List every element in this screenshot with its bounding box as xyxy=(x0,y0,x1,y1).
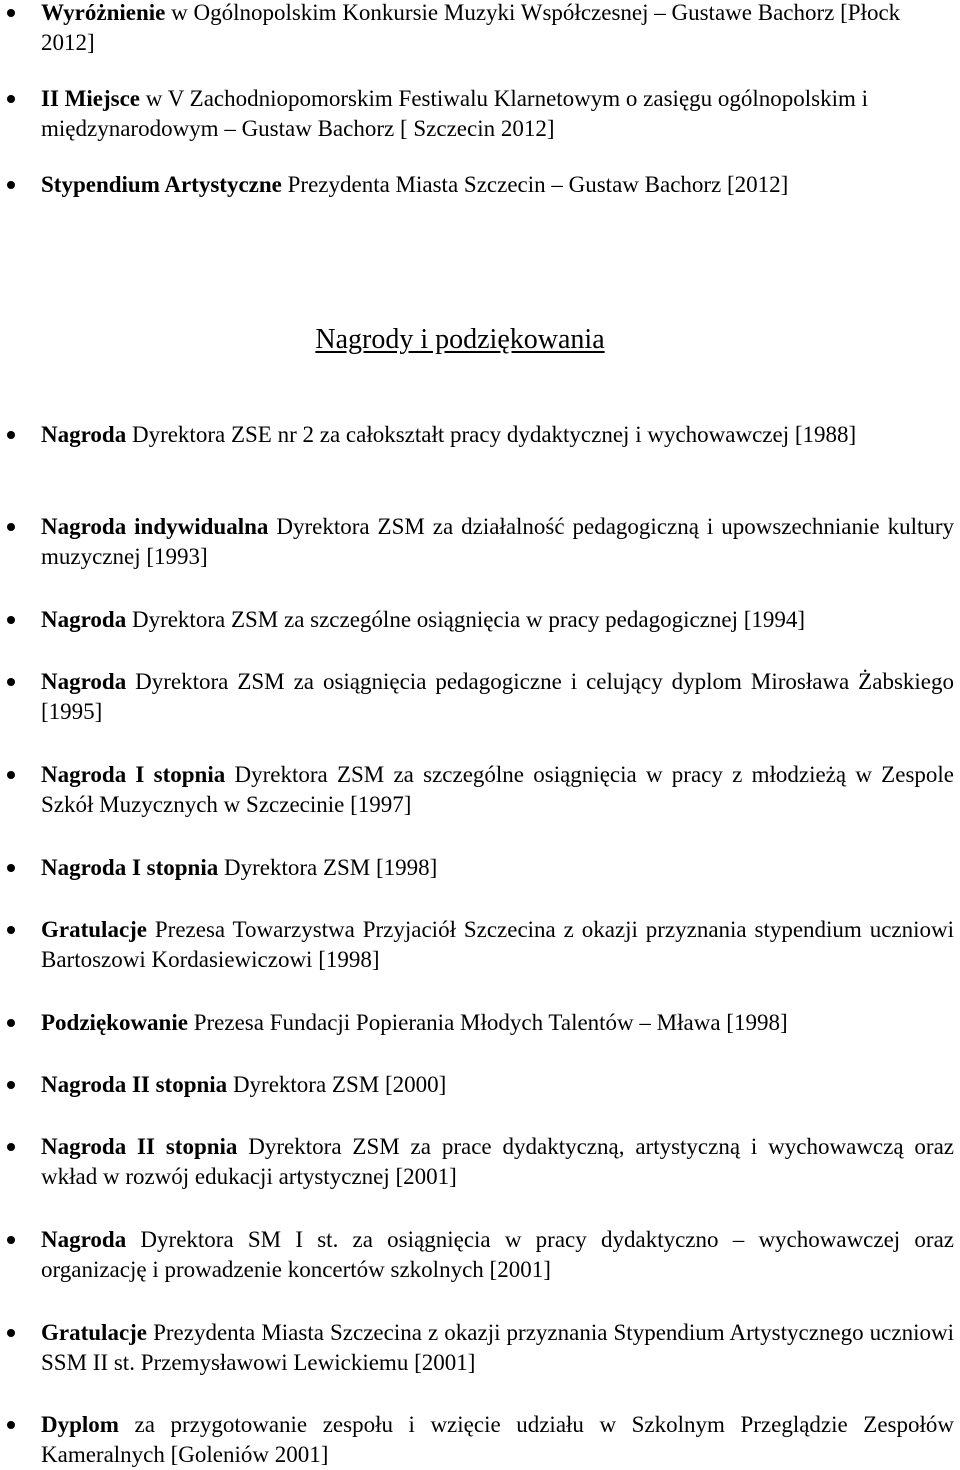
item-bold-label: Nagroda xyxy=(41,669,127,694)
list-item xyxy=(41,667,954,727)
bullet-icon xyxy=(7,616,15,624)
bullet-icon xyxy=(7,523,15,531)
list-item xyxy=(41,1070,954,1100)
item-bold-label: Nagroda II stopnia xyxy=(41,1072,228,1097)
item-bold-label: Nagroda xyxy=(41,607,127,632)
item-bold-label: Nagroda II stopnia xyxy=(41,1134,238,1159)
item-bold-label: Gratulacje xyxy=(41,917,148,942)
item-bold-label: Nagroda I stopnia xyxy=(41,762,226,787)
item-text: Dyrektora ZSM za szczególne osiągnięcia w pracy pedagogicznej [1994] xyxy=(126,607,806,632)
bullet-icon xyxy=(7,181,15,189)
bullet-icon xyxy=(7,1421,15,1429)
item-bold-label: Nagroda xyxy=(41,1227,127,1252)
item-bold-label: Nagroda I stopnia xyxy=(41,855,219,880)
list-item xyxy=(41,605,954,635)
item-text: Dyrektora ZSM [1998] xyxy=(218,855,438,880)
item-bold-label: II Miejsce xyxy=(41,86,140,111)
item-bold-label: Nagroda xyxy=(41,422,127,447)
item-bold-label: Stypendium Artystyczne xyxy=(41,172,282,197)
list-item xyxy=(41,1225,954,1285)
list-item xyxy=(41,0,954,58)
item-bold-label: Podziękowanie xyxy=(41,1010,188,1035)
item-text: w Ogólnopolskim Konkursie Muzyki Współczesnej – Gustawe Bachorz [Płock 2012] xyxy=(41,0,901,55)
section-title: Nagrody i podziękowania xyxy=(315,324,605,355)
bullet-icon xyxy=(7,1081,15,1089)
bullet-icon xyxy=(7,1143,15,1151)
item-bold-label: Dyplom xyxy=(41,1412,119,1437)
bullet-icon xyxy=(7,9,15,17)
list-item xyxy=(41,420,954,450)
item-text: Prezesa Towarzystwa Przyjaciół Szczecina z okazji przyznania stypendium uczniowi Bartoszowi Kordasiewiczowi [1998] xyxy=(41,917,954,972)
bullet-icon xyxy=(7,678,15,686)
list-item xyxy=(41,1132,954,1192)
item-bold-label: Gratulacje xyxy=(41,1320,148,1345)
list-item xyxy=(41,853,954,883)
item-text: Dyrektora ZSM za prace dydaktyczną, artystyczną i wychowawczą oraz wkład w rozwój edukacji artystycznej [2001] xyxy=(41,1134,954,1189)
list-item xyxy=(41,170,954,200)
item-text: Prezydenta Miasta Szczecina z okazji przyznania Stypendium Artystycznego uczniowi SSM II st. Przemysławowi Lewickiemu [2001] xyxy=(41,1320,954,1375)
list-item xyxy=(41,84,954,144)
list-item xyxy=(41,760,954,820)
bullet-icon xyxy=(7,1236,15,1244)
bullet-icon xyxy=(7,1019,15,1027)
bullet-icon xyxy=(7,864,15,872)
list-item xyxy=(41,1008,954,1038)
list-item xyxy=(41,512,954,572)
item-text: w V Zachodniopomorskim Festiwalu Klarnetowym o zasięgu ogólnopolskim i międzynarodowym – Gustaw Bachorz [ Szczecin 2012] xyxy=(41,86,869,141)
bullet-icon xyxy=(7,95,15,103)
item-text: Prezesa Fundacji Popierania Młodych Talentów – Mława [1998] xyxy=(187,1010,788,1035)
item-text: Dyrektora ZSM za osiągnięcia pedagogiczne i celujący dyplom Mirosława Żabskiego [1995] xyxy=(41,669,954,724)
list-item xyxy=(41,1318,954,1378)
bullet-icon xyxy=(7,771,15,779)
item-text: Dyrektora ZSM [2000] xyxy=(227,1072,447,1097)
list-item xyxy=(41,1410,954,1470)
item-text: Dyrektora SM I st. za osiągnięcia w pracy dydaktyczno – wychowawczej oraz organizację i prowadzenie koncertów szkolnych [2001] xyxy=(41,1227,954,1282)
item-text: za przygotowanie zespołu i wzięcie udziału w Szkolnym Przeglądzie Zespołów Kameralnych [Goleniów 2001] xyxy=(41,1412,954,1467)
item-text: Dyrektora ZSM za działalność pedagogiczną i upowszechnianie kultury muzycznej [1993] xyxy=(41,514,955,569)
bullet-icon xyxy=(7,431,15,439)
item-text: Prezydenta Miasta Szczecin – Gustaw Bachorz [2012] xyxy=(281,172,789,197)
item-bold-label: Nagroda indywidualna xyxy=(41,514,269,539)
bullet-icon xyxy=(7,926,15,934)
bullet-icon xyxy=(7,1329,15,1337)
item-text: Dyrektora ZSM za szczególne osiągnięcia w pracy z młodzieżą w Zespole Szkół Muzycznych w Szczecinie [1997] xyxy=(41,762,954,817)
item-bold-label: Wyróżnienie xyxy=(41,0,166,25)
list-item xyxy=(41,915,954,975)
item-text: Dyrektora ZSE nr 2 za całokształt pracy dydaktycznej i wychowawczej [1988] xyxy=(126,422,857,447)
